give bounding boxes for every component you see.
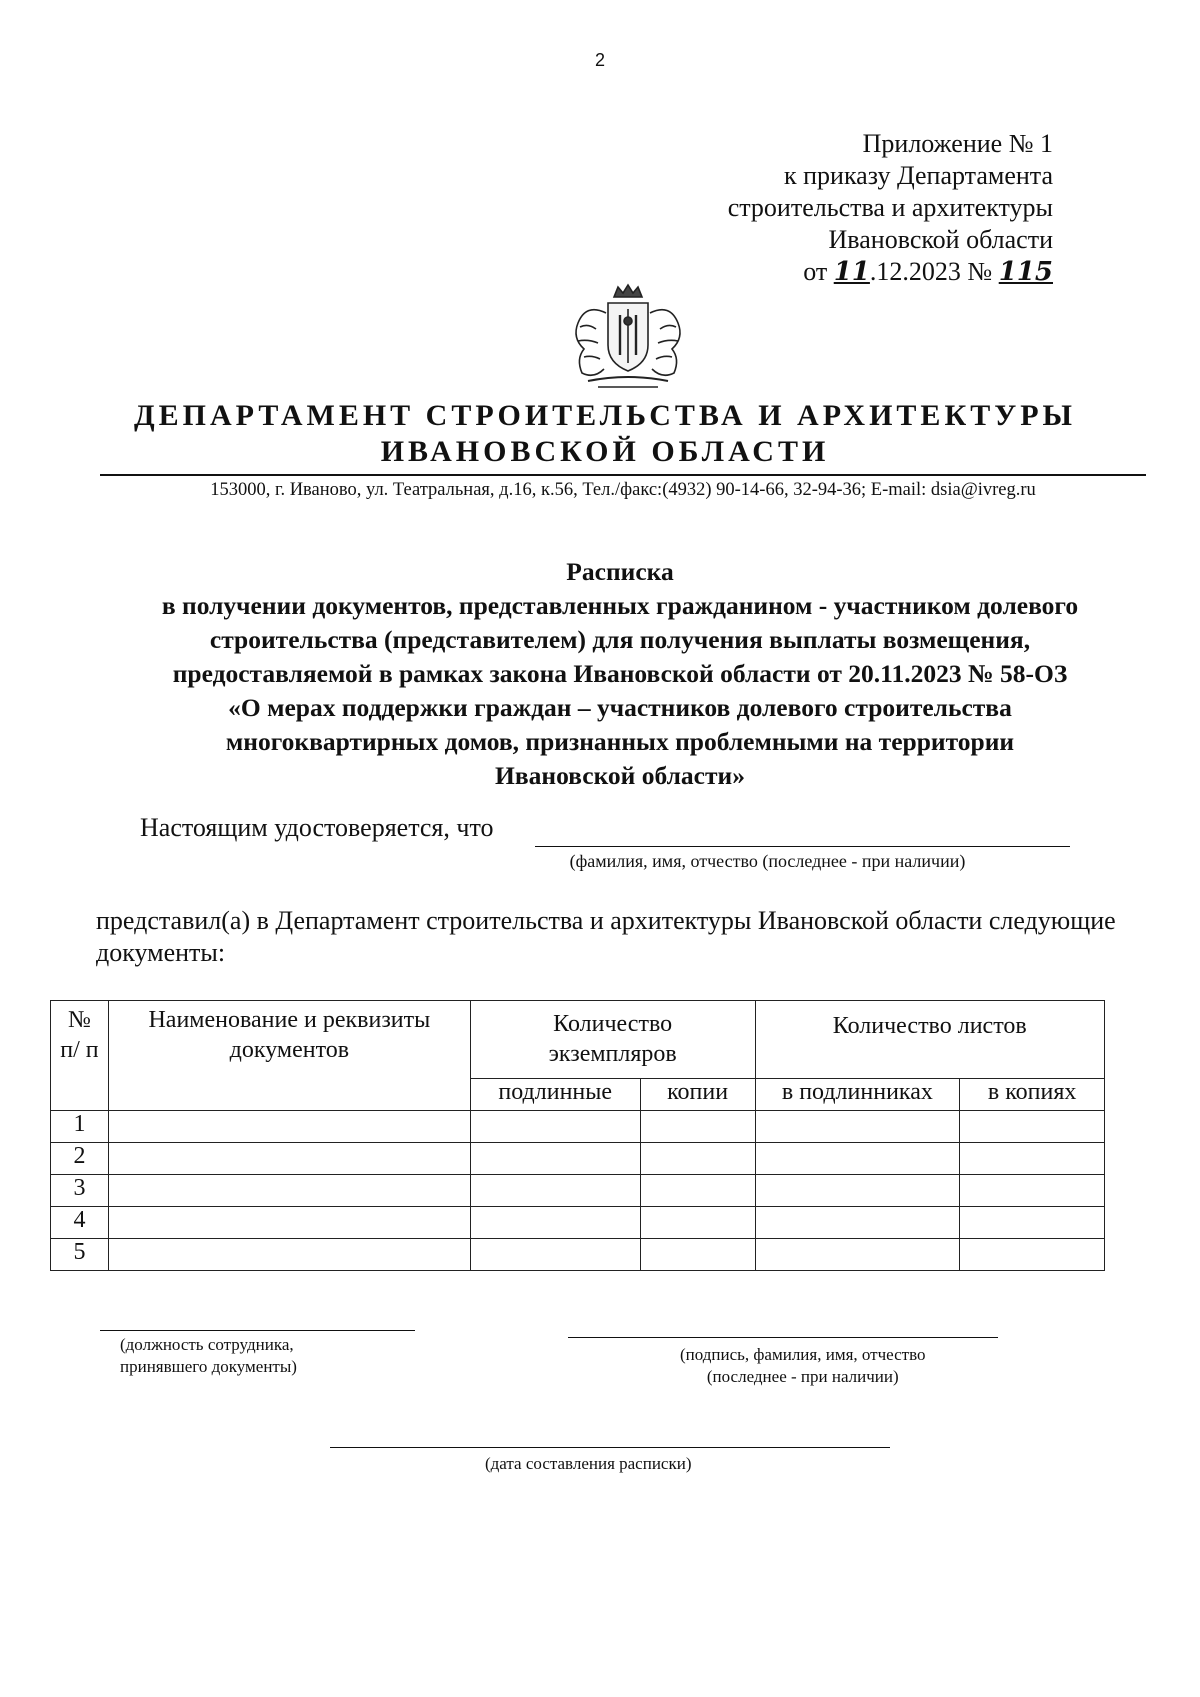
signature-caption-line: (последнее - при наличии) — [706, 1367, 899, 1386]
table-cell[interactable] — [640, 1207, 755, 1239]
table-cell[interactable] — [470, 1143, 640, 1175]
table-cell[interactable] — [108, 1111, 470, 1143]
position-signature-line[interactable] — [100, 1330, 415, 1331]
date-line[interactable] — [330, 1447, 890, 1448]
table-row — [51, 1207, 1105, 1239]
column-header-number — [51, 1001, 109, 1111]
signature-line[interactable] — [568, 1337, 998, 1338]
date-rest: .12.2023 № — [869, 257, 993, 286]
handwritten-order-number: 115 — [998, 257, 1053, 287]
table-row — [51, 1175, 1105, 1207]
table-row — [51, 1111, 1105, 1143]
table-cell[interactable] — [960, 1207, 1105, 1239]
subheader-copies: копии — [640, 1079, 755, 1111]
column-header-copies-text: Количество экземпляров — [548, 1011, 677, 1067]
table-cell[interactable] — [960, 1239, 1105, 1271]
table-cell[interactable] — [108, 1239, 470, 1271]
header-divider — [100, 474, 1146, 476]
subheader-sheets-copies: в копиях — [960, 1079, 1105, 1111]
receipt-title-line: Расписка — [566, 557, 674, 586]
signature-caption — [680, 1344, 926, 1388]
column-header-sheets — [755, 1001, 1105, 1079]
table-cell[interactable] — [108, 1143, 470, 1175]
position-caption-line: (должность сотрудника, — [120, 1335, 294, 1354]
date-caption: (дата составления расписки) — [485, 1454, 692, 1473]
row-number: 1 — [51, 1111, 109, 1143]
table-row — [51, 1143, 1105, 1175]
certify-text: Настоящим удостоверяется, что — [140, 813, 494, 842]
documents-table — [50, 1000, 1105, 1271]
department-address: 153000, г. Иваново, ул. Театральная, д.16, к.56, Тел./факс:(4932) 90-14-66, 32-94-36; E-mail: dsia@ivreg.ru — [210, 480, 1036, 500]
subheader-originals: подлинные — [470, 1079, 640, 1111]
table-cell[interactable] — [755, 1207, 960, 1239]
receipt-title-line: строительства (представителем) для получения выплаты возмещения, — [209, 625, 1031, 654]
table-cell[interactable] — [470, 1111, 640, 1143]
position-caption — [120, 1334, 297, 1378]
table-cell[interactable] — [960, 1143, 1105, 1175]
coat-of-arms-icon — [558, 283, 698, 393]
receipt-title-line: многоквартирных домов, признанных проблемными на территории — [225, 727, 1015, 756]
department-title — [90, 398, 1120, 470]
page-number: 2 — [594, 50, 605, 70]
column-header-name — [108, 1001, 470, 1111]
table-row — [51, 1239, 1105, 1271]
signature-caption-line: (подпись, фамилия, имя, отчество — [680, 1345, 926, 1364]
receipt-title — [90, 555, 1150, 793]
table-cell[interactable] — [960, 1175, 1105, 1207]
table-cell[interactable] — [470, 1207, 640, 1239]
table-cell[interactable] — [640, 1175, 755, 1207]
department-title-line: ИВАНОВСКОЙ ОБЛАСТИ — [380, 435, 830, 468]
column-header-number-text: № п/ п — [60, 1007, 99, 1063]
date-prefix: от — [803, 257, 828, 286]
column-header-copies — [470, 1001, 755, 1079]
table-cell[interactable] — [640, 1143, 755, 1175]
row-number: 2 — [51, 1143, 109, 1175]
table-cell[interactable] — [108, 1207, 470, 1239]
appendix-block — [553, 128, 1053, 288]
position-caption-line: принявшего документы) — [120, 1357, 297, 1376]
receipt-title-line: «О мерах поддержки граждан – участников долевого строительства — [228, 693, 1012, 722]
department-title-line: ДЕПАРТАМЕНТ СТРОИТЕЛЬСТВА И АРХИТЕКТУРЫ — [133, 399, 1077, 432]
name-caption: (фамилия, имя, отчество (последнее - при наличии) — [569, 851, 966, 871]
name-fill-line[interactable] — [535, 846, 1070, 847]
receipt-title-line: Ивановской области» — [495, 761, 745, 790]
appendix-line: строительства и архитектуры — [727, 193, 1053, 222]
subheader-sheets-originals: в подлинниках — [755, 1079, 960, 1111]
table-cell[interactable] — [470, 1239, 640, 1271]
row-number: 4 — [51, 1207, 109, 1239]
table-cell[interactable] — [470, 1175, 640, 1207]
table-cell[interactable] — [755, 1175, 960, 1207]
column-header-sheets-text: Количество листов — [832, 1013, 1027, 1039]
table-cell[interactable] — [755, 1239, 960, 1271]
table-cell[interactable] — [960, 1111, 1105, 1143]
table-cell[interactable] — [755, 1111, 960, 1143]
handwritten-day: 11 — [833, 257, 870, 287]
appendix-line: Приложение № 1 — [862, 129, 1053, 158]
table-cell[interactable] — [640, 1111, 755, 1143]
row-number: 5 — [51, 1239, 109, 1271]
receipt-title-line: в получении документов, представленных гражданином - участником долевого — [161, 591, 1079, 620]
column-header-name-text: Наименование и реквизиты документов — [148, 1007, 431, 1063]
row-number: 3 — [51, 1175, 109, 1207]
receipt-title-line: предоставляемой в рамках закона Ивановской области от 20.11.2023 № 58-ОЗ — [172, 659, 1068, 688]
presented-text: представил(а) в Департамент строительства и архитектуры Ивановской области следующие документы: — [96, 906, 1116, 967]
appendix-line: к приказу Департамента — [783, 161, 1053, 190]
appendix-line: Ивановской области — [828, 225, 1053, 254]
table-cell[interactable] — [640, 1239, 755, 1271]
table-cell[interactable] — [755, 1143, 960, 1175]
table-cell[interactable] — [108, 1175, 470, 1207]
